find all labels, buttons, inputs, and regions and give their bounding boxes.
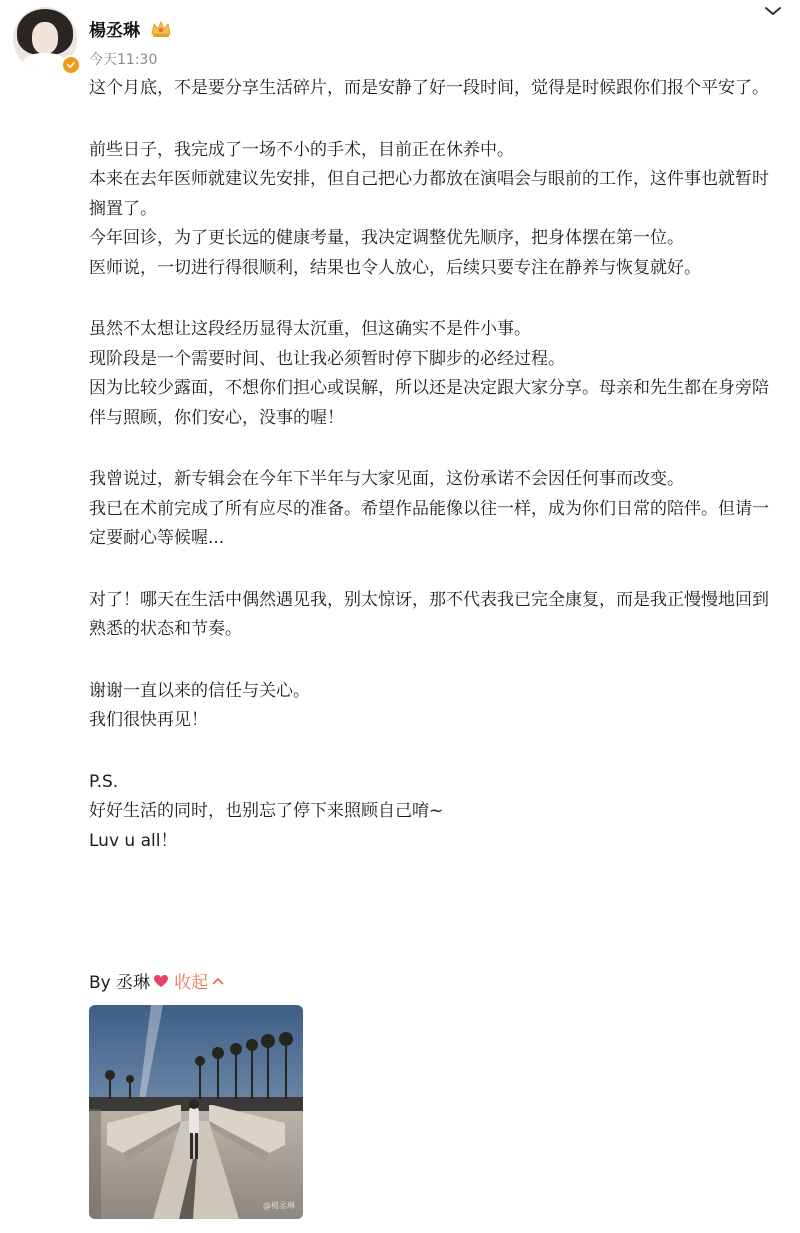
post-paragraph: 今年回诊，为了更长远的健康考量，我决定调整优先顺序，把身体摆在第一位。: [89, 228, 684, 248]
verified-badge-icon: [61, 55, 81, 75]
post-text: [89, 74, 779, 856]
post-paragraph: 现阶段是一个需要时间、也让我必须暂时停下脚步的必经过程。: [89, 348, 565, 369]
heart-icon: [153, 974, 169, 988]
post-paragraph: 医师说，一切进行得很顺利，结果也令人放心，后续只要专注在静养与恢复就好。: [89, 257, 701, 278]
chevron-down-icon[interactable]: [762, 2, 784, 20]
crown-icon[interactable]: [150, 19, 172, 39]
post-paragraph: 虽然不太想让这段经历显得太沉重，但这确实不是件小事。: [89, 319, 531, 339]
avatar[interactable]: [13, 7, 77, 71]
post-paragraph: Luv u all！: [89, 830, 178, 851]
post-paragraph: 对了！哪天在生活中偶然遇见我，别太惊讶，那不代表我已完全康复，而是我正慢慢地回到熟悉的状态和节奏。: [89, 589, 769, 639]
post-paragraph: 好好生活的同时，也别忘了停下来照顾自己唷~: [89, 801, 444, 821]
post-paragraph: 前些日子，我完成了一场不小的手术，目前正在休养中。: [89, 139, 514, 160]
post-image[interactable]: [89, 1005, 303, 1219]
post-paragraph: 我曾说过，新专辑会在今年下半年与大家见面，这份承诺不会因任何事而改变。: [89, 469, 684, 489]
fold-label: 收起: [174, 973, 209, 993]
username[interactable]: 楊丞琳: [89, 21, 140, 41]
post-paragraph: 我们很快再见！: [89, 710, 208, 730]
fold-button[interactable]: [174, 968, 224, 993]
post-paragraph: P.S.: [89, 771, 119, 792]
signature-line: [89, 968, 224, 993]
post-paragraph: 本来在去年医师就建议先安排，但自己把心力都放在演唱会与眼前的工作，这件事也就暂时搁置了。: [89, 169, 769, 219]
signature: By 丞琳: [89, 973, 151, 993]
post-paragraph: 这个月底，不是要分享生活碎片，而是安静了好一段时间，觉得是时候跟你们报个平安了。: [89, 78, 769, 98]
post-paragraph: 因为比较少露面，不想你们担心或误解，所以还是决定跟大家分享。母亲和先生都在身旁陪伴与照顾，你们安心，没事的喔！: [89, 378, 769, 428]
post-paragraph: 谢谢一直以来的信任与关心。: [89, 680, 310, 701]
post-paragraph: 我已在术前完成了所有应尽的准备。希望作品能像以往一样，成为你们日常的陪伴。但请一定要耐心等候喔...: [89, 498, 769, 548]
photo-watermark: @楊丞琳: [263, 1201, 295, 1210]
timestamp: 今天11:30: [89, 52, 158, 68]
chevron-up-icon: [212, 977, 224, 985]
